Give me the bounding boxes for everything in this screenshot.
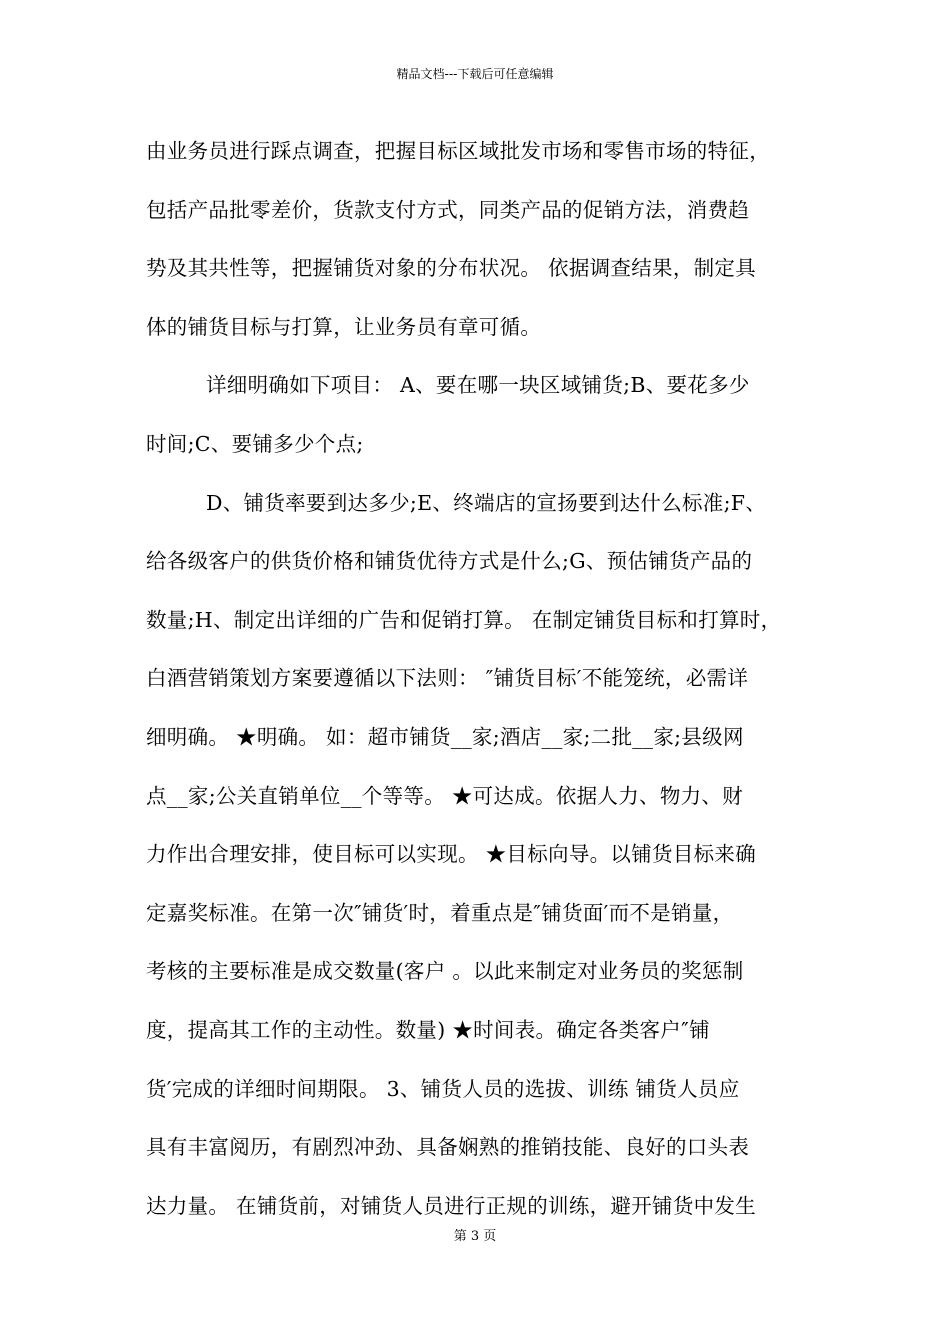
page-number: 第 3 页 bbox=[453, 1229, 497, 1244]
text-line: 详细明确如下项目： A、要在哪一块区域铺货;B、要花多少 bbox=[206, 373, 750, 398]
body-text bbox=[146, 131, 826, 1244]
text-line: 力作出合理安排，使目标可以实现。 ★目标向导。以铺货目标来确 bbox=[146, 842, 757, 867]
text-line: D、铺货率要到达多少;E、终端店的宣扬要到达什么标准;F、 bbox=[206, 490, 767, 515]
text-line: 体的铺货目标与打算，让业务员有章可循。 bbox=[146, 314, 542, 339]
text-line: 度，提高其工作的主动性。数量) ★时间表。确定各类客户″铺 bbox=[146, 1017, 710, 1042]
text-line: 白酒营销策划方案要遵循以下法则： ″铺货目标′不能笼统，必需详 bbox=[146, 666, 749, 691]
text-line: 货′完成的详细时间期限。 3、铺货人员的选拔、训练 铺货人员应 bbox=[146, 1076, 740, 1101]
text-line: 给各级客户的供货价格和铺货优待方式是什么;G、预估铺货产品的 bbox=[146, 549, 753, 574]
text-line: 定嘉奖标准。在第一次″铺货′时，着重点是″铺货面′而不是销量， bbox=[146, 900, 734, 925]
text-line: 由业务员进行踩点调查，把握目标区域批发市场和零售市场的特征， bbox=[146, 139, 770, 163]
text-line: 达力量。 在铺货前，对铺货人员进行正规的训练，避开铺货中发生 bbox=[146, 1193, 757, 1218]
text-line: 势及其共性等，把握铺货对象的分布状况。 依据调查结果，制定具 bbox=[146, 256, 757, 281]
text-line: 考核的主要标准是成交数量(客户 。以此来制定对业务员的奖惩制 bbox=[146, 959, 744, 984]
text-line: 数量;H、制定出详细的广告和促销打算。 在制定铺货目标和打算时， bbox=[146, 607, 782, 632]
text-line: 包括产品批零差价，货款支付方式，同类产品的促销方法，消费趋 bbox=[146, 197, 750, 222]
text-line: 具有丰富阅历，有剧烈冲劲、具备娴熟的推销技能、良好的口头表 bbox=[146, 1135, 750, 1160]
page-header: 精品文档---下载后可任意编辑 bbox=[396, 67, 554, 81]
text-line: 点__家;公关直销单位__个等等。 ★可达成。依据人力、物力、财 bbox=[146, 783, 744, 808]
text-line: 细明确。 ★明确。 如：超市铺货__家;酒店__家;二批__家;县级网 bbox=[146, 724, 744, 749]
text-line: 时间;C、要铺多少个点; bbox=[146, 431, 364, 456]
